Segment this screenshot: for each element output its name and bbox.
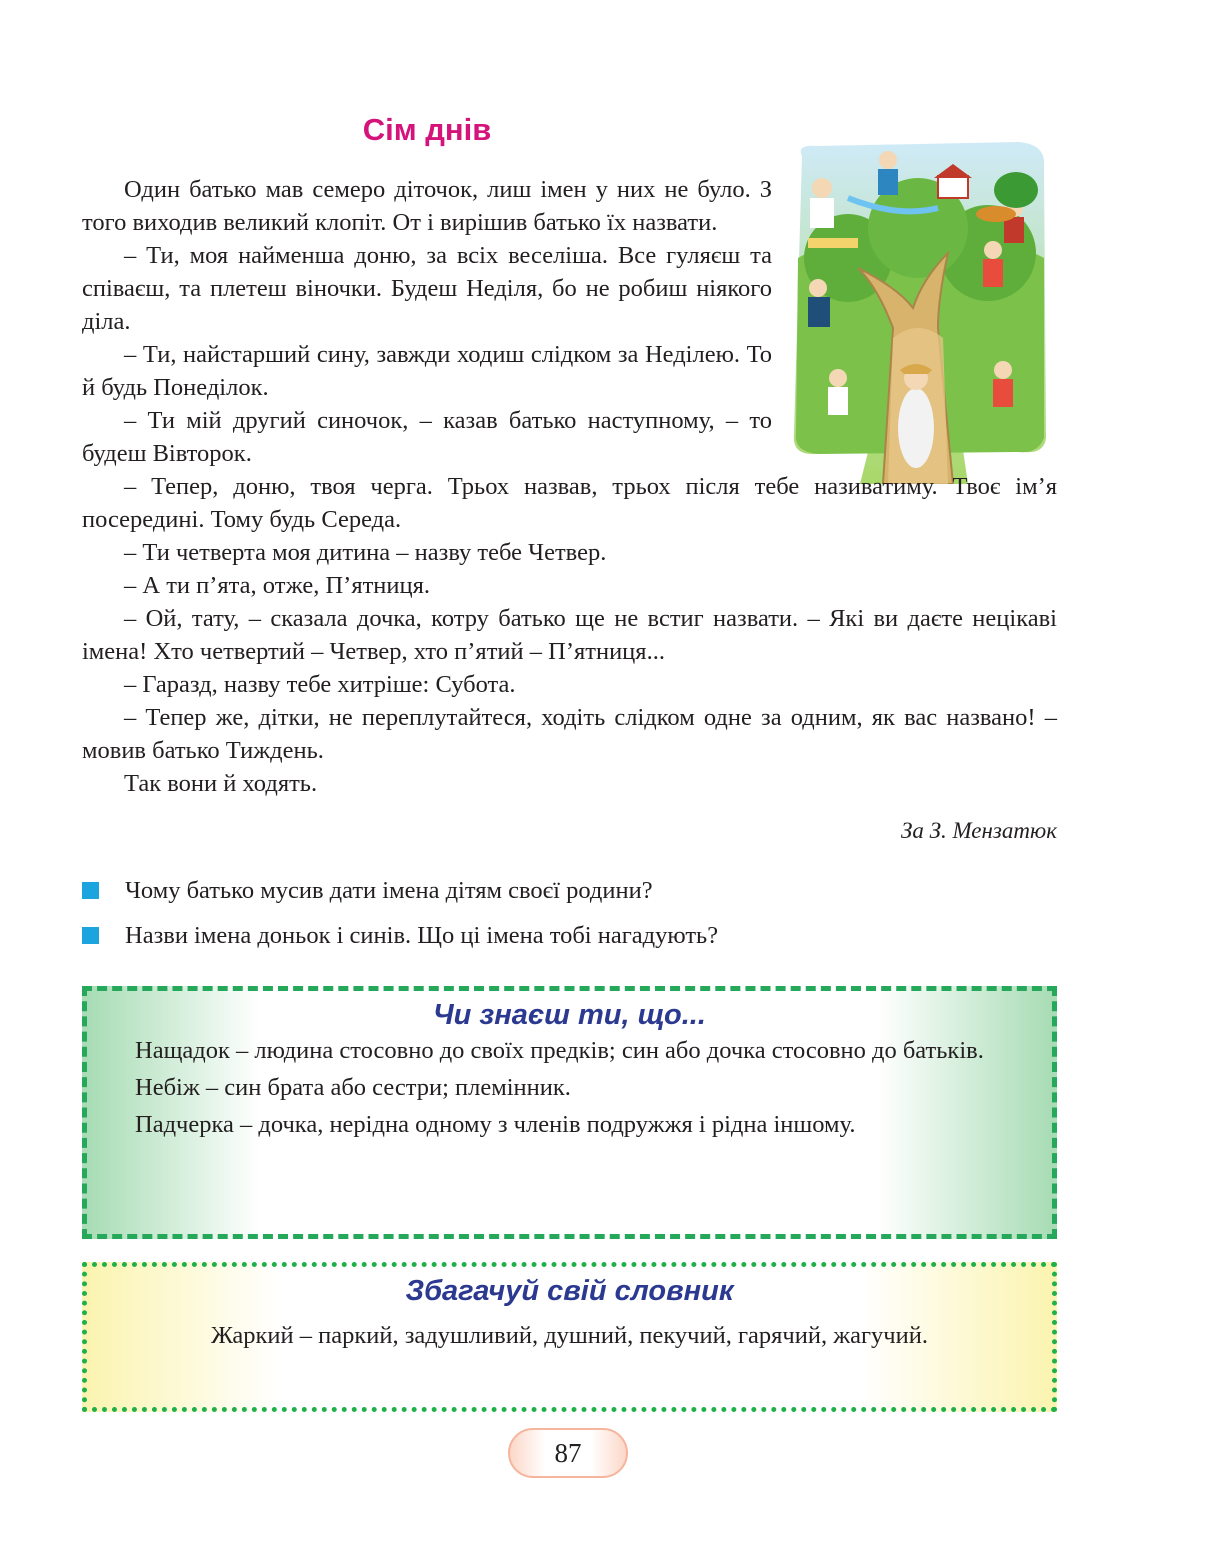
question-text: Назви імена доньок і синів. Що ці імена тобі нагадують? (125, 922, 719, 949)
story-text (82, 173, 1057, 800)
question-text: Чому батько мусив дати імена дітям своєї родини? (125, 877, 653, 904)
vocabulary-title: Збагачуй свій словник (405, 1275, 734, 1307)
story-paragraph: – Ти, моя найменша доню, за всіх веселіша. Все гуляєш та співаєш, та плетеш віночки. Будеш Неділя, бо не робиш ніякого діла. (82, 242, 772, 335)
square-bullet-icon (82, 882, 99, 899)
story-paragraph: – Тепер же, дітки, не переплутайтеся, ходіть слідком одне за одним, як вас названо! – мовив батько Тиждень. (82, 704, 1057, 764)
square-bullet-icon (82, 927, 99, 944)
story-paragraph: – Ти четверта моя дитина – назву тебе Четвер. (124, 539, 607, 566)
did-you-know-text (87, 1032, 1052, 1143)
did-you-know-title: Чи знаєш ти, що... (433, 999, 706, 1031)
story-paragraph: Так вони й ходять. (124, 770, 318, 797)
story-paragraph: – А ти п’ята, отже, П’ятниця. (124, 572, 431, 599)
story-paragraph: – Тепер, доню, твоя черга. Трьох назвав, трьох після тебе називатиму. Твоє ім’я посередині. Тому будь Середа. (82, 473, 1057, 533)
definition-item: Падчерка – дочка, нерідна одному з членів подружжя і рідна іншому. (135, 1111, 856, 1138)
author-attribution: За З. Мензатюк (900, 818, 1057, 843)
vocabulary-text: Жаркий – паркий, задушливий, душний, пекучий, гарячий, жагучий. (211, 1322, 928, 1349)
question-item (82, 876, 653, 906)
story-title: Сім днів (362, 112, 492, 147)
story-paragraph: – Ой, тату, – сказала дочка, котру батько ще не встиг назвати. – Які ви даєте нецікаві імена! Хто четвертий – Четвер, хто п’ятий – П’ятниця... (82, 605, 1057, 665)
story-paragraph: – Ти мій другий синочок, – казав батько наступному, – то будеш Вівторок. (82, 407, 772, 467)
vocabulary-box (82, 1262, 1057, 1412)
definition-item: Небіж – син брата або сестри; племінник. (135, 1074, 571, 1101)
story-paragraph: Один батько мав семеро діточок, лиш імен у них не було. З того виходив великий клопіт. От і вирішив батько їх назвати. (82, 176, 772, 236)
story-paragraph: – Гаразд, назву тебе хитріше: Субота. (124, 671, 516, 698)
definition-item: Нащадок – людина стосовно до своїх предків; син або дочка стосовно до батьків. (135, 1037, 984, 1064)
question-item (82, 921, 718, 951)
story-paragraph: – Ти, найстарший сину, завжди ходиш слідком за Неділею. То й будь Понеділок. (82, 341, 772, 401)
page-number: 87 (508, 1428, 628, 1478)
did-you-know-box (82, 986, 1057, 1239)
